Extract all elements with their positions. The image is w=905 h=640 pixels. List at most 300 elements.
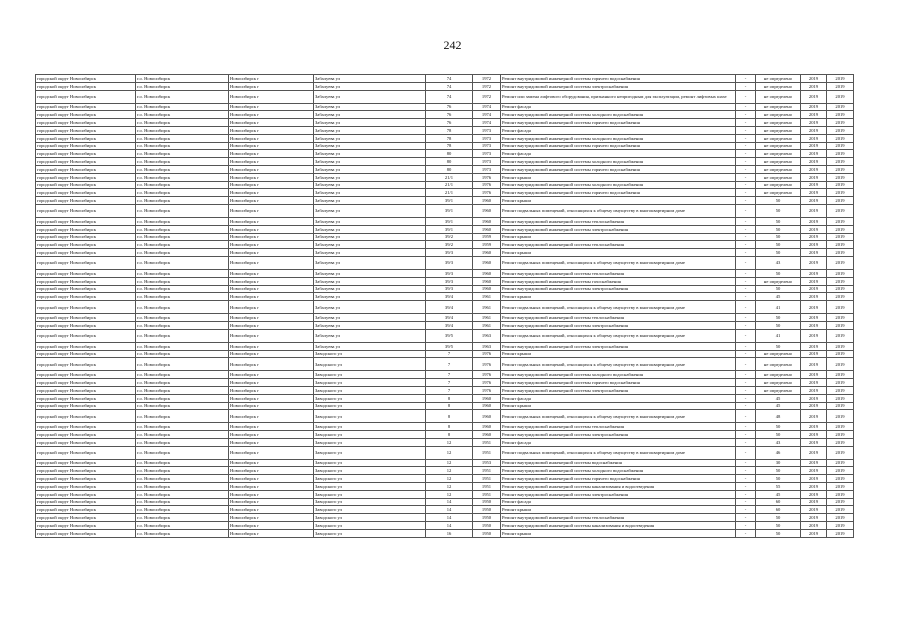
cell-street: Заводского ул xyxy=(314,459,426,467)
cell-work-type: Ремонт внутридомовой инженерной системы электроснабжения xyxy=(501,386,736,394)
cell-end-year: 2019 xyxy=(827,277,854,285)
page-number: 242 xyxy=(443,38,462,52)
cell-year: 1961 xyxy=(473,314,501,322)
cell-area: - xyxy=(736,293,756,301)
cell-end-year: 2019 xyxy=(827,321,854,329)
cell-street: Заводского ул xyxy=(314,423,426,431)
cell-area: - xyxy=(736,358,756,371)
cell-work-type: Ремонт или замена лифтового оборудования, признанного непригодным для эксплуатации, ремонт лифтовых шахт xyxy=(501,90,736,103)
cell-street: Заводского ул xyxy=(314,467,426,475)
cell-work-type: Ремонт внутридомовой инженерной системы канализования и водоотведения xyxy=(501,483,736,491)
cell-city: Новосибирск г xyxy=(229,358,314,371)
table-row xyxy=(36,142,854,150)
cell-house: 39/3 xyxy=(426,277,473,285)
cell-district: городской округ Новосибирск xyxy=(36,446,136,459)
cell-start-year: 2019 xyxy=(801,103,827,111)
cell-start-year: 2019 xyxy=(801,350,827,358)
cell-cost: 50 xyxy=(756,423,801,431)
cell-district: городской округ Новосибирск xyxy=(36,233,136,241)
cell-city: Новосибирск г xyxy=(229,301,314,314)
table-row xyxy=(36,225,854,233)
table-row xyxy=(36,446,854,459)
cell-work-type: Ремонт подвальных помещений, относящихся к общему имуществу в многоквартирном доме xyxy=(501,410,736,423)
table-row xyxy=(36,217,854,225)
cell-end-year: 2019 xyxy=(827,75,854,83)
cell-cost: не определено xyxy=(756,386,801,394)
cell-district: городской округ Новосибирск xyxy=(36,438,136,446)
cell-area: - xyxy=(736,490,756,498)
cell-year: 1976 xyxy=(473,371,501,379)
cell-street: Забалуева ул xyxy=(314,233,426,241)
table-row xyxy=(36,103,854,111)
cell-start-year: 2019 xyxy=(801,321,827,329)
cell-street: Заводского ул xyxy=(314,402,426,410)
cell-house: 39/1 xyxy=(426,204,473,217)
cell-cost: не определено xyxy=(756,150,801,158)
cell-year: 1974 xyxy=(473,103,501,111)
cell-area: - xyxy=(736,483,756,491)
cell-end-year: 2019 xyxy=(827,126,854,134)
cell-year: 1951 xyxy=(473,467,501,475)
table-row xyxy=(36,293,854,301)
cell-cost: 50 xyxy=(756,314,801,322)
cell-end-year: 2019 xyxy=(827,350,854,358)
cell-end-year: 2019 xyxy=(827,285,854,293)
cell-municipality: г.о. Новосибирск xyxy=(136,249,229,257)
cell-house: 39/1 xyxy=(426,225,473,233)
table-row xyxy=(36,314,854,322)
cell-end-year: 2019 xyxy=(827,358,854,371)
cell-municipality: г.о. Новосибирск xyxy=(136,321,229,329)
cell-municipality: г.о. Новосибирск xyxy=(136,483,229,491)
cell-start-year: 2019 xyxy=(801,90,827,103)
cell-city: Новосибирск г xyxy=(229,402,314,410)
cell-end-year: 2019 xyxy=(827,142,854,150)
cell-district: городской округ Новосибирск xyxy=(36,277,136,285)
cell-area: - xyxy=(736,371,756,379)
cell-work-type: Ремонт внутридомовой инженерной системы холодного водоснабжения xyxy=(501,158,736,166)
cell-city: Новосибирск г xyxy=(229,285,314,293)
cell-house: 39/1 xyxy=(426,217,473,225)
cell-city: Новосибирск г xyxy=(229,165,314,173)
cell-city: Новосибирск г xyxy=(229,467,314,475)
cell-house: 8 xyxy=(426,423,473,431)
cell-area: - xyxy=(736,241,756,249)
cell-city: Новосибирск г xyxy=(229,522,314,530)
cell-municipality: г.о. Новосибирск xyxy=(136,75,229,83)
cell-work-type: Ремонт внутридомовой инженерной системы горячего водоснабжения xyxy=(501,75,736,83)
cell-end-year: 2019 xyxy=(827,256,854,269)
cell-work-type: Ремонт крыши xyxy=(501,249,736,257)
cell-year: 1972 xyxy=(473,90,501,103)
cell-area: - xyxy=(736,438,756,446)
cell-cost: 60 xyxy=(756,498,801,506)
cell-year: 1976 xyxy=(473,358,501,371)
cell-street: Забалуева ул xyxy=(314,329,426,342)
cell-district: городской округ Новосибирск xyxy=(36,197,136,205)
cell-start-year: 2019 xyxy=(801,394,827,402)
cell-municipality: г.о. Новосибирск xyxy=(136,126,229,134)
cell-municipality: г.о. Новосибирск xyxy=(136,217,229,225)
cell-work-type: Ремонт внутридомовой инженерной системы горячего водоснабжения xyxy=(501,119,736,127)
cell-year: 1951 xyxy=(473,483,501,491)
cell-city: Новосибирск г xyxy=(229,197,314,205)
cell-house: 39/3 xyxy=(426,249,473,257)
table-row xyxy=(36,111,854,119)
cell-cost: 48 xyxy=(756,410,801,423)
cell-year: 1974 xyxy=(473,111,501,119)
cell-work-type: Ремонт внутридомовой инженерной системы электроснабжения xyxy=(501,431,736,439)
cell-cost: не определено xyxy=(756,181,801,189)
cell-area: - xyxy=(736,233,756,241)
cell-area: - xyxy=(736,150,756,158)
cell-city: Новосибирск г xyxy=(229,446,314,459)
cell-house: 16 xyxy=(426,529,473,537)
cell-year: 1960 xyxy=(473,410,501,423)
cell-municipality: г.о. Новосибирск xyxy=(136,371,229,379)
cell-cost: 50 xyxy=(756,467,801,475)
cell-house: 12 xyxy=(426,438,473,446)
cell-year: 1960 xyxy=(473,225,501,233)
cell-start-year: 2019 xyxy=(801,506,827,514)
table-row xyxy=(36,301,854,314)
cell-end-year: 2019 xyxy=(827,410,854,423)
cell-end-year: 2019 xyxy=(827,329,854,342)
cell-house: 7 xyxy=(426,379,473,387)
cell-area: - xyxy=(736,82,756,90)
cell-cost: не определено xyxy=(756,142,801,150)
cell-house: 7 xyxy=(426,371,473,379)
cell-work-type: Ремонт внутридомовой инженерной системы электроснабжения xyxy=(501,490,736,498)
cell-work-type: Ремонт фасада xyxy=(501,103,736,111)
cell-end-year: 2019 xyxy=(827,438,854,446)
table-row xyxy=(36,204,854,217)
cell-area: - xyxy=(736,256,756,269)
cell-start-year: 2019 xyxy=(801,165,827,173)
cell-street: Забалуева ул xyxy=(314,150,426,158)
cell-cost: не определено xyxy=(756,126,801,134)
cell-house: 74 xyxy=(426,75,473,83)
cell-district: городской округ Новосибирск xyxy=(36,490,136,498)
cell-street: Заводского ул xyxy=(314,522,426,530)
cell-district: городской округ Новосибирск xyxy=(36,506,136,514)
cell-work-type: Ремонт крыши xyxy=(501,173,736,181)
cell-street: Забалуева ул xyxy=(314,301,426,314)
cell-start-year: 2019 xyxy=(801,158,827,166)
cell-district: городской округ Новосибирск xyxy=(36,301,136,314)
cell-city: Новосибирск г xyxy=(229,158,314,166)
cell-municipality: г.о. Новосибирск xyxy=(136,165,229,173)
cell-house: 39/4 xyxy=(426,301,473,314)
cell-district: городской округ Новосибирск xyxy=(36,173,136,181)
cell-work-type: Ремонт внутридомовой инженерной системы холодного водоснабжения xyxy=(501,181,736,189)
cell-municipality: г.о. Новосибирск xyxy=(136,269,229,277)
table-row xyxy=(36,438,854,446)
cell-end-year: 2019 xyxy=(827,483,854,491)
cell-end-year: 2019 xyxy=(827,158,854,166)
cell-city: Новосибирск г xyxy=(229,386,314,394)
cell-district: городской округ Новосибирск xyxy=(36,342,136,350)
cell-end-year: 2019 xyxy=(827,82,854,90)
cell-area: - xyxy=(736,342,756,350)
cell-work-type: Ремонт внутридомовой инженерной системы горячего водоснабжения xyxy=(501,379,736,387)
cell-city: Новосибирск г xyxy=(229,350,314,358)
cell-area: - xyxy=(736,431,756,439)
cell-year: 1960 xyxy=(473,277,501,285)
cell-municipality: г.о. Новосибирск xyxy=(136,134,229,142)
table-row xyxy=(36,483,854,491)
cell-cost: 46 xyxy=(756,446,801,459)
cell-start-year: 2019 xyxy=(801,431,827,439)
cell-end-year: 2019 xyxy=(827,173,854,181)
cell-cost: 50 xyxy=(756,342,801,350)
cell-start-year: 2019 xyxy=(801,197,827,205)
cell-year: 1950 xyxy=(473,522,501,530)
cell-end-year: 2019 xyxy=(827,90,854,103)
cell-city: Новосибирск г xyxy=(229,217,314,225)
cell-house: 39/2 xyxy=(426,233,473,241)
cell-city: Новосибирск г xyxy=(229,293,314,301)
cell-house: 39/1 xyxy=(426,197,473,205)
cell-year: 1976 xyxy=(473,350,501,358)
cell-cost: 50 xyxy=(756,204,801,217)
cell-cost: 50 xyxy=(756,514,801,522)
cell-year: 1960 xyxy=(473,204,501,217)
cell-start-year: 2019 xyxy=(801,514,827,522)
cell-cost: 50 xyxy=(756,249,801,257)
cell-start-year: 2019 xyxy=(801,498,827,506)
table-row xyxy=(36,119,854,127)
cell-start-year: 2019 xyxy=(801,126,827,134)
cell-area: - xyxy=(736,217,756,225)
cell-city: Новосибирск г xyxy=(229,514,314,522)
table-row xyxy=(36,522,854,530)
cell-cost: 55 xyxy=(756,483,801,491)
cell-year: 1959 xyxy=(473,241,501,249)
cell-cost: 50 xyxy=(756,475,801,483)
cell-street: Забалуева ул xyxy=(314,158,426,166)
cell-year: 1951 xyxy=(473,475,501,483)
cell-area: - xyxy=(736,410,756,423)
cell-district: городской округ Новосибирск xyxy=(36,165,136,173)
cell-area: - xyxy=(736,249,756,257)
cell-house: 8 xyxy=(426,394,473,402)
cell-district: городской округ Новосибирск xyxy=(36,217,136,225)
cell-work-type: Ремонт крыши xyxy=(501,197,736,205)
cell-year: 1960 xyxy=(473,256,501,269)
cell-street: Заводского ул xyxy=(314,410,426,423)
cell-area: - xyxy=(736,111,756,119)
cell-work-type: Ремонт внутридомовой инженерной системы теплоснабжения xyxy=(501,269,736,277)
cell-year: 1960 xyxy=(473,285,501,293)
cell-city: Новосибирск г xyxy=(229,189,314,197)
cell-house: 80 xyxy=(426,158,473,166)
cell-start-year: 2019 xyxy=(801,181,827,189)
cell-year: 1973 xyxy=(473,134,501,142)
table-row xyxy=(36,181,854,189)
cell-work-type: Ремонт внутридомовой инженерной системы теплоснабжения xyxy=(501,314,736,322)
cell-street: Заводского ул xyxy=(314,379,426,387)
cell-start-year: 2019 xyxy=(801,277,827,285)
cell-end-year: 2019 xyxy=(827,514,854,522)
cell-end-year: 2019 xyxy=(827,301,854,314)
cell-start-year: 2019 xyxy=(801,233,827,241)
cell-end-year: 2019 xyxy=(827,249,854,257)
cell-area: - xyxy=(736,103,756,111)
cell-street: Заводского ул xyxy=(314,350,426,358)
table-row xyxy=(36,329,854,342)
cell-end-year: 2019 xyxy=(827,217,854,225)
table-row xyxy=(36,277,854,285)
cell-work-type: Ремонт внутридомовой инженерной системы электроснабжения xyxy=(501,285,736,293)
cell-area: - xyxy=(736,475,756,483)
table-row xyxy=(36,358,854,371)
cell-area: - xyxy=(736,269,756,277)
cell-street: Забалуева ул xyxy=(314,197,426,205)
cell-municipality: г.о. Новосибирск xyxy=(136,119,229,127)
cell-district: городской округ Новосибирск xyxy=(36,126,136,134)
cell-year: 1976 xyxy=(473,386,501,394)
cell-end-year: 2019 xyxy=(827,134,854,142)
cell-cost: 45 xyxy=(756,490,801,498)
cell-work-type: Ремонт фасада xyxy=(501,150,736,158)
cell-start-year: 2019 xyxy=(801,111,827,119)
cell-year: 1950 xyxy=(473,506,501,514)
table-row xyxy=(36,165,854,173)
cell-area: - xyxy=(736,173,756,181)
cell-city: Новосибирск г xyxy=(229,475,314,483)
cell-house: 8 xyxy=(426,402,473,410)
cell-city: Новосибирск г xyxy=(229,82,314,90)
cell-street: Забалуева ул xyxy=(314,256,426,269)
table-row xyxy=(36,197,854,205)
cell-city: Новосибирск г xyxy=(229,379,314,387)
cell-municipality: г.о. Новосибирск xyxy=(136,82,229,90)
cell-municipality: г.о. Новосибирск xyxy=(136,498,229,506)
cell-city: Новосибирск г xyxy=(229,269,314,277)
cell-start-year: 2019 xyxy=(801,358,827,371)
cell-cost: 50 xyxy=(756,233,801,241)
cell-area: - xyxy=(736,197,756,205)
cell-work-type: Ремонт внутридомовой инженерной системы холодного водоснабжения xyxy=(501,134,736,142)
table-row xyxy=(36,386,854,394)
cell-area: - xyxy=(736,75,756,83)
cell-start-year: 2019 xyxy=(801,119,827,127)
cell-start-year: 2019 xyxy=(801,438,827,446)
cell-year: 1960 xyxy=(473,217,501,225)
cell-city: Новосибирск г xyxy=(229,506,314,514)
cell-street: Забалуева ул xyxy=(314,75,426,83)
cell-municipality: г.о. Новосибирск xyxy=(136,342,229,350)
cell-house: 39/3 xyxy=(426,269,473,277)
table-row xyxy=(36,506,854,514)
cell-end-year: 2019 xyxy=(827,386,854,394)
cell-cost: не определено xyxy=(756,173,801,181)
cell-house: 80 xyxy=(426,165,473,173)
cell-district: городской округ Новосибирск xyxy=(36,314,136,322)
cell-district: городской округ Новосибирск xyxy=(36,402,136,410)
cell-work-type: Ремонт фасада xyxy=(501,498,736,506)
cell-work-type: Ремонт внутридомовой инженерной системы теплоснабжения xyxy=(501,423,736,431)
cell-house: 76 xyxy=(426,111,473,119)
cell-end-year: 2019 xyxy=(827,241,854,249)
cell-cost: 50 xyxy=(756,269,801,277)
cell-municipality: г.о. Новосибирск xyxy=(136,233,229,241)
cell-cost: 50 xyxy=(756,217,801,225)
cell-year: 1950 xyxy=(473,498,501,506)
cell-municipality: г.о. Новосибирск xyxy=(136,379,229,387)
cell-work-type: Ремонт крыши xyxy=(501,293,736,301)
cell-street: Заводского ул xyxy=(314,386,426,394)
cell-cost: не определено xyxy=(756,371,801,379)
cell-work-type: Ремонт внутридомовой инженерной системы теплоснабжения xyxy=(501,217,736,225)
cell-city: Новосибирск г xyxy=(229,150,314,158)
cell-municipality: г.о. Новосибирск xyxy=(136,446,229,459)
cell-house: 74 xyxy=(426,90,473,103)
cell-district: городской округ Новосибирск xyxy=(36,321,136,329)
cell-municipality: г.о. Новосибирск xyxy=(136,402,229,410)
cell-start-year: 2019 xyxy=(801,301,827,314)
cell-municipality: г.о. Новосибирск xyxy=(136,506,229,514)
cell-area: - xyxy=(736,165,756,173)
cell-municipality: г.о. Новосибирск xyxy=(136,256,229,269)
cell-start-year: 2019 xyxy=(801,256,827,269)
cell-house: 39/3 xyxy=(426,256,473,269)
cell-municipality: г.о. Новосибирск xyxy=(136,103,229,111)
cell-house: 80 xyxy=(426,150,473,158)
cell-house: 39/2 xyxy=(426,241,473,249)
cell-end-year: 2019 xyxy=(827,459,854,467)
cell-area: - xyxy=(736,514,756,522)
cell-start-year: 2019 xyxy=(801,459,827,467)
cell-area: - xyxy=(736,126,756,134)
cell-municipality: г.о. Новосибирск xyxy=(136,475,229,483)
cell-city: Новосибирск г xyxy=(229,459,314,467)
cell-district: городской округ Новосибирск xyxy=(36,181,136,189)
cell-area: - xyxy=(736,181,756,189)
cell-year: 1960 xyxy=(473,423,501,431)
cell-work-type: Ремонт внутридомовой инженерной системы электроснабжения xyxy=(501,321,736,329)
cell-house: 12 xyxy=(426,446,473,459)
cell-year: 1960 xyxy=(473,431,501,439)
cell-work-type: Ремонт внутридомовой инженерной системы холодного водоснабжения xyxy=(501,111,736,119)
cell-year: 1959 xyxy=(473,233,501,241)
cell-street: Забалуева ул xyxy=(314,285,426,293)
cell-district: городской округ Новосибирск xyxy=(36,350,136,358)
table-row xyxy=(36,150,854,158)
cell-start-year: 2019 xyxy=(801,342,827,350)
cell-district: городской округ Новосибирск xyxy=(36,529,136,537)
cell-city: Новосибирск г xyxy=(229,498,314,506)
cell-year: 1973 xyxy=(473,165,501,173)
capital-repair-table xyxy=(35,74,854,538)
table-row xyxy=(36,529,854,537)
cell-end-year: 2019 xyxy=(827,204,854,217)
cell-cost: 50 xyxy=(756,522,801,530)
cell-city: Новосибирск г xyxy=(229,371,314,379)
cell-house: 8 xyxy=(426,410,473,423)
cell-municipality: г.о. Новосибирск xyxy=(136,142,229,150)
cell-street: Забалуева ул xyxy=(314,189,426,197)
cell-street: Забалуева ул xyxy=(314,90,426,103)
cell-cost: 30 xyxy=(756,459,801,467)
cell-district: городской округ Новосибирск xyxy=(36,379,136,387)
cell-street: Заводского ул xyxy=(314,431,426,439)
cell-district: городской округ Новосибирск xyxy=(36,514,136,522)
cell-city: Новосибирск г xyxy=(229,329,314,342)
cell-street: Забалуева ул xyxy=(314,217,426,225)
cell-end-year: 2019 xyxy=(827,371,854,379)
